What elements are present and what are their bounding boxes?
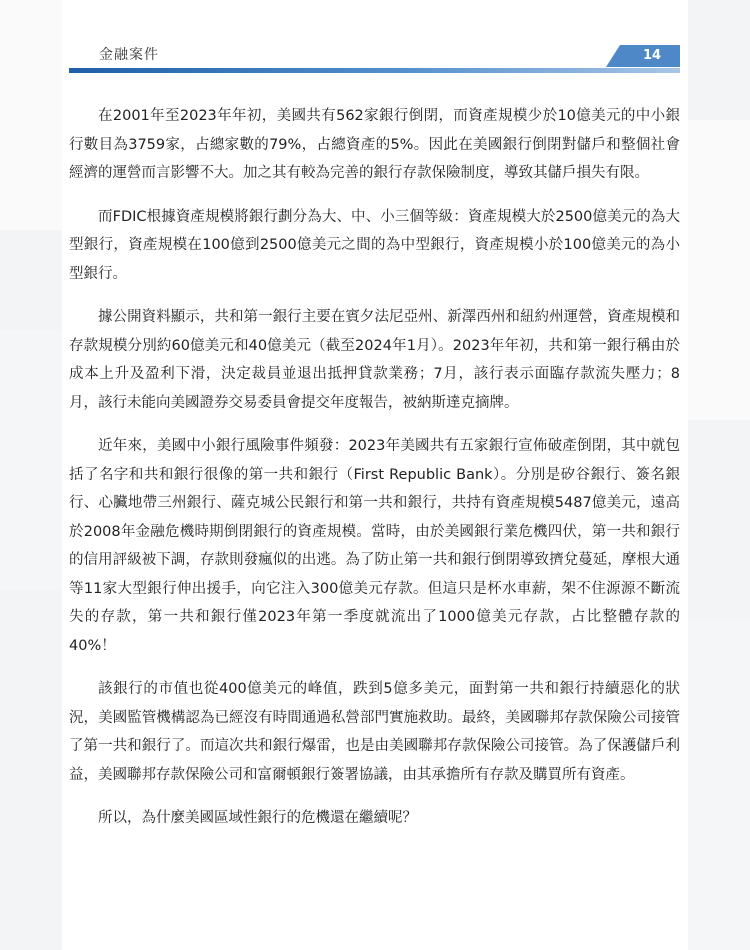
header-divider bbox=[69, 68, 680, 73]
page-number: 14 bbox=[642, 48, 662, 63]
paragraph: 所以，為什麼美國區域性銀行的危機還在繼續呢？ bbox=[98, 810, 417, 826]
page-number-tab bbox=[606, 45, 680, 67]
background-tile bbox=[688, 120, 750, 420]
section-title: 金融案件 bbox=[99, 47, 159, 63]
paragraph: 該銀行的市值也從400億美元的峰值，跌到5億多美元，面對第一共和銀行持續惡化的狀況，美國監管機構認為已經沒有時間通過私營部門實施救助。最終，美國聯邦存款保險公司接管了第一共和銀行了。而這次共和銀行爆雷，也是由美國聯邦存款保險公司接管。為了保護儲戶利益，美國聯邦存款保險公司和富爾頓銀行簽署協議，由其承擔所有存款及購買所有資產。 bbox=[69, 681, 680, 783]
background-tile bbox=[0, 330, 62, 590]
article-body bbox=[69, 102, 680, 848]
background-tile bbox=[688, 620, 750, 950]
paragraph: 在2001年至2023年年初，美國共有562家銀行倒閉，而資產規模少於10億美元的中小銀行數目為3759家，占總家數的79%，占總資產的5%。因此在美國銀行倒閉對儲戶和整個社會經濟的運營而言影響不大。加之其有較為完善的銀行存款保險制度，導致其儲戶損失有限。 bbox=[69, 108, 680, 181]
background-tile bbox=[0, 0, 62, 230]
paragraph: 近年來，美國中小銀行風險事件頻發：2023年美國共有五家銀行宣佈破產倒閉，其中就包括了名字和共和銀行很像的第一共和銀行（First Republic Bank）。分別是矽谷銀行、簽名銀行、心臟地帶三州銀行、薩克城公民銀行和第一共和銀行，共持有資產規模5487億美元，遠高於2008年金融危機時期倒閉銀行的資產規模。當時，由於美國銀行業危機四伏，第一共和銀行的信用評級被下調，存款則發瘋似的出逃。為了防止第一共和銀行倒閉導致擠兌蔓延，摩根大通等11家大型銀行伸出援手，向它注入300億美元存款。但這只是杯水車薪，架不住源源不斷流失的存款，第一共和銀行僅2023年第一季度就流出了1000億美元存款，占比整體存款的40%！ bbox=[69, 438, 680, 654]
paragraph: 而FDIC根據資產規模將銀行劃分為大、中、小三個等級：資產規模大於2500億美元的為大型銀行，資產規模在100億到2500億美元之間的為中型銀行，資產規模小於100億美元的為小型銀行。 bbox=[69, 208, 680, 282]
paragraph: 據公開資料顯示，共和第一銀行主要在賓夕法尼亞州、新澤西州和紐約州運營，資產規模和存款規模分別約60億美元和40億美元（截至2024年1月）。2023年年初，共和第一銀行稱由於成本上升及盈利下滑，決定裁員並退出抵押貸款業務；7月，該行表示面臨存款流失壓力；8月，該行未能向美國證券交易委員會提交年度報告，被納斯達克摘牌。 bbox=[69, 309, 680, 411]
